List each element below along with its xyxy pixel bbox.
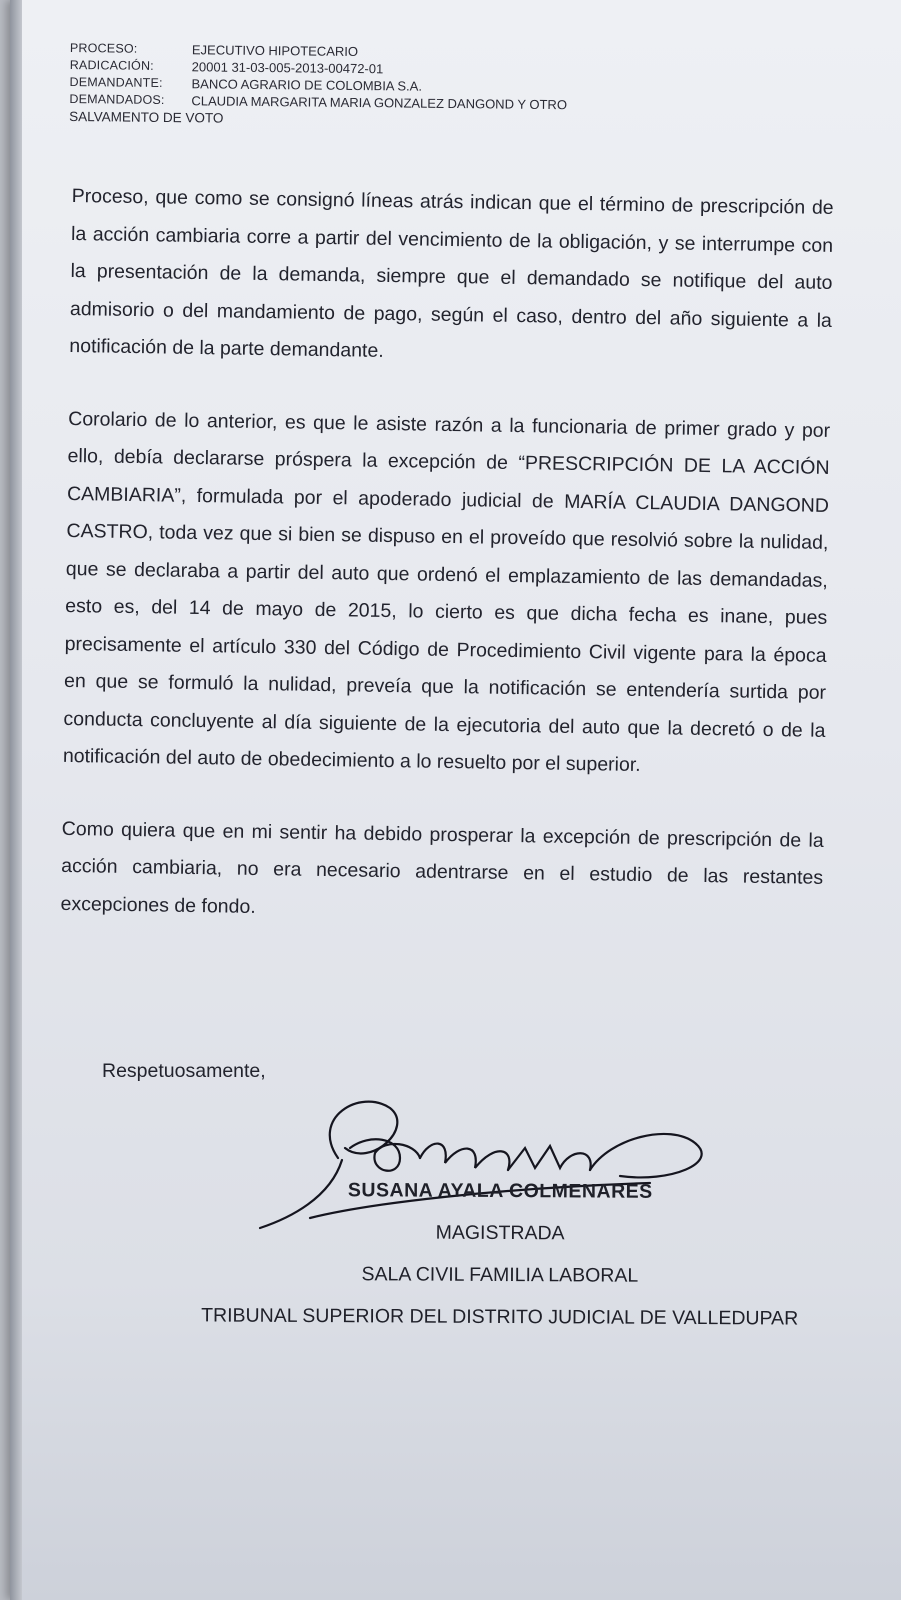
paragraph-1: Proceso, que como se consignó líneas atrás indican que el término de prescripción de la acción cambiaria corre a partir del vencimiento de la obligación, y se interrumpe con la presentación de la demanda, siempre que el demandado se notifique del auto admisorio o del mandamiento de pago, según el caso, dentro del año siguiente a la notificación de la parte demandante. xyxy=(69,184,834,362)
closing-salutation: Respetuosamente, xyxy=(102,1060,266,1082)
header-subject-text: SALVAMENTO DE VOTO xyxy=(69,108,224,126)
header-value: CLAUDIA MARGARITA MARIA GONZALEZ DANGOND Y OTRO xyxy=(191,93,568,113)
signatory-chamber: SALA CIVIL FAMILIA LABORAL xyxy=(361,1263,639,1287)
page-edge-shadow xyxy=(10,0,22,1600)
document-body xyxy=(60,178,834,970)
signatory-title: MAGISTRADA xyxy=(435,1221,565,1245)
paragraph-3: Como quiera que en mi sentir ha debido prosperar la excepción de prescripción de la acción cambiaria, no era necesario adentrarse en el estudio de las restantes excepciones de fondo. xyxy=(60,817,824,918)
header-key: DEMANDANTE: xyxy=(69,74,163,90)
header-value: 20001 31-03-005-2013-00472-01 xyxy=(191,59,384,77)
case-header xyxy=(69,40,870,133)
header-value: EJECUTIVO HIPOTECARIO xyxy=(191,42,359,60)
header-key: RADICACIÓN: xyxy=(69,57,154,73)
signatory-court: TRIBUNAL SUPERIOR DEL DISTRITO JUDICIAL DE VALLEDUPAR xyxy=(201,1304,799,1330)
header-value: BANCO AGRARIO DE COLOMBIA S.A. xyxy=(191,76,423,94)
signature-block xyxy=(160,1168,841,1340)
header-key: DEMANDADOS: xyxy=(69,91,165,107)
header-key: PROCESO: xyxy=(69,40,138,56)
document-page xyxy=(10,0,901,1600)
paragraph-2: Corolario de lo anterior, es que le asiste razón a la funcionaria de primer grado y por ello, debía declararse próspera la excepción de “PRESCRIPCIÓN DE LA ACCIÓN CAMBIARIA”, formulada por el apoderado judicial de MARÍA CLAUDIA DANGOND CASTRO, toda vez que si bien se dispuso en el proveído que resolvió sobre la nulidad, que se declaraba a partir del auto que ordenó el emplazamiento de las demandadas, esto es, del 14 de mayo de 2015, lo cierto es que dicha fecha es inane, pues precisamente el artículo 330 del Código de Procedimiento Civil vigente para la época en que se formuló la nulidad, preveía que la notificación se entendería surtida por conducta concluyente al día siguiente de la ejecutoria del auto que la decretó o de la notificación del auto de obedecimiento a lo resuelto por el superior. xyxy=(62,407,831,777)
signatory-name: SUSANA AYALA COLMENARES xyxy=(347,1179,653,1203)
